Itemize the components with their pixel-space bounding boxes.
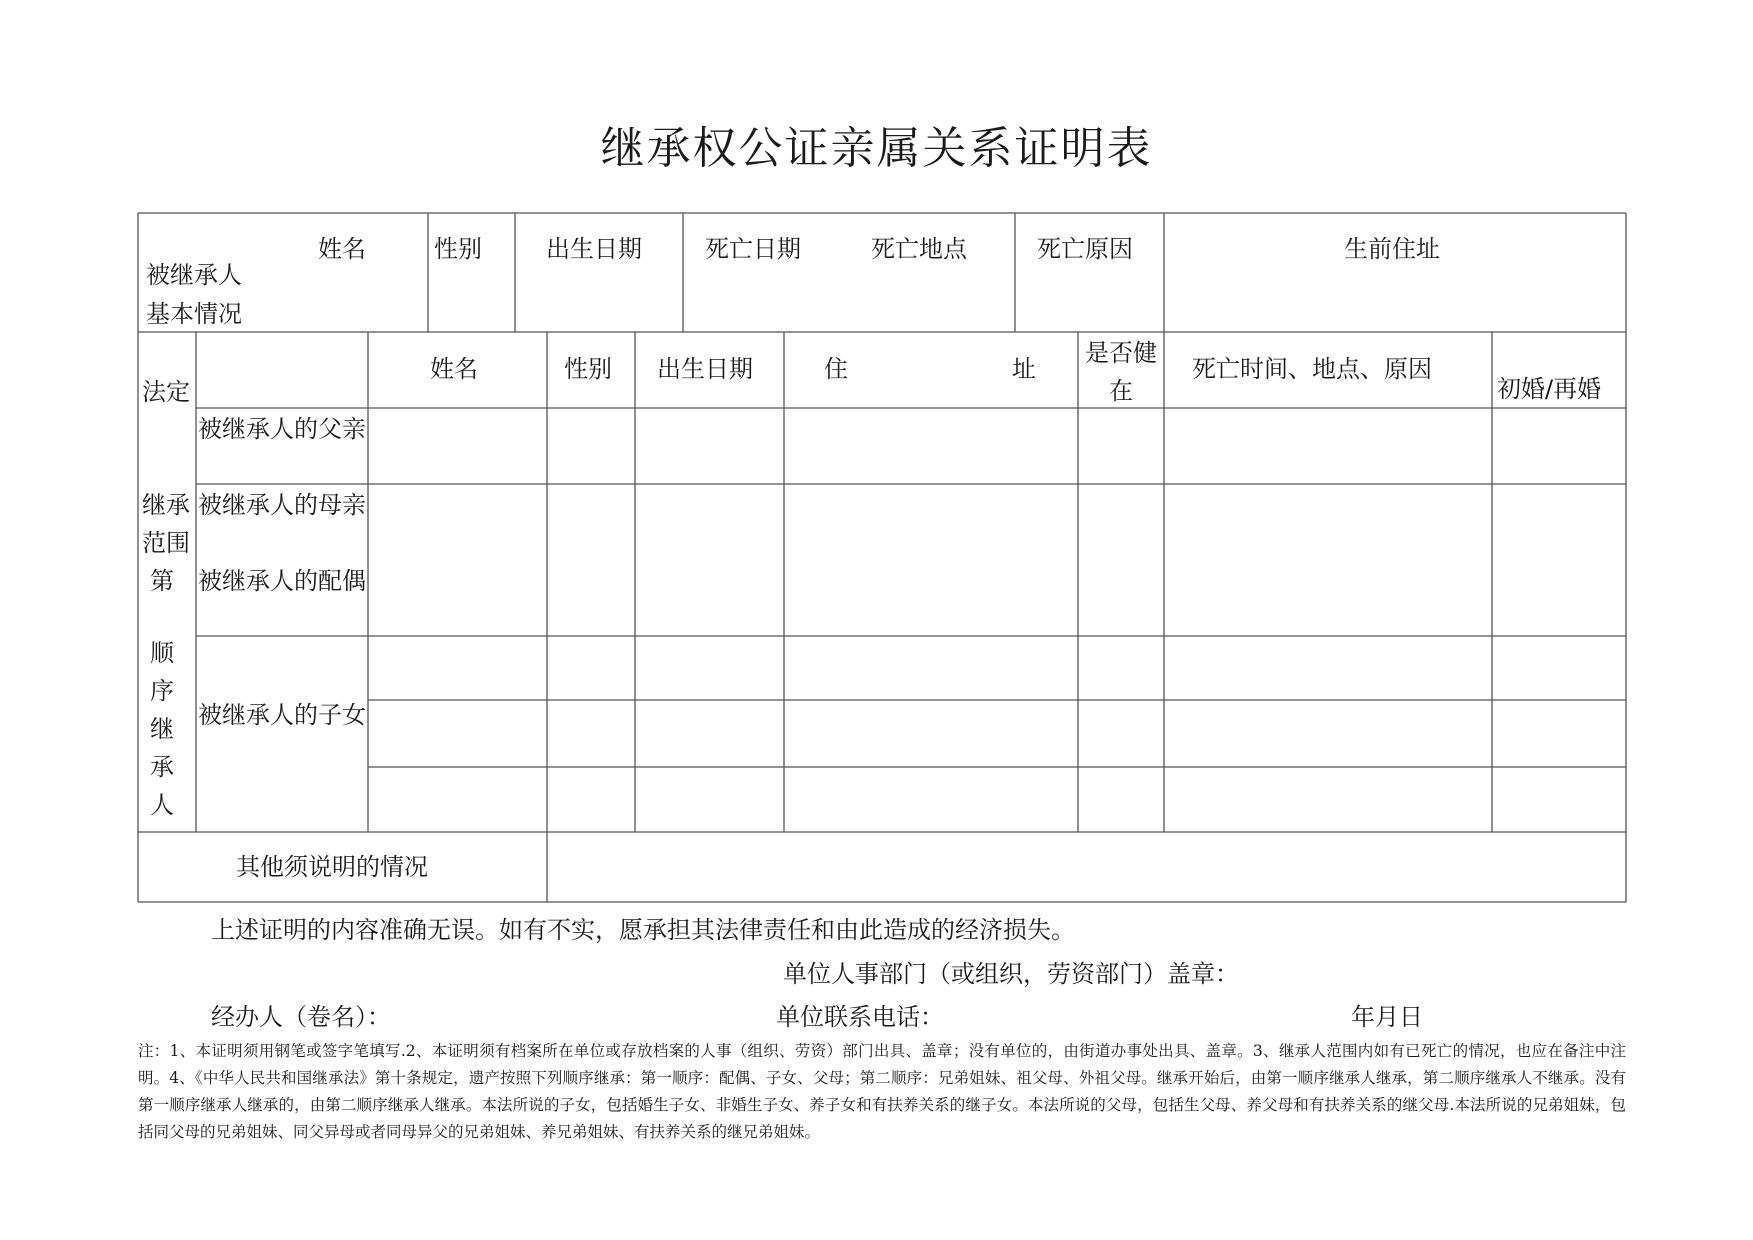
heirs-side-label-inherit: 继承 — [142, 491, 190, 519]
other-situations-label: 其他须说明的情况 — [236, 853, 428, 881]
date-label: 年月日 — [1351, 1003, 1423, 1031]
heir-address-header-right: 址 — [1012, 355, 1036, 383]
heir-marriage-header: 初婚/再婚 — [1497, 375, 1602, 403]
declaration-text: 上述证明的内容准确无误。如有不实，愿承担其法律责任和由此造成的经济损失。 — [211, 916, 1075, 944]
deceased-birth-date-header: 出生日期 — [546, 235, 642, 263]
heirs-side-label-ren: 人 — [150, 791, 174, 819]
heirs-side-label-di: 第 — [150, 567, 174, 595]
relation-children-label: 被继承人的子女 — [198, 701, 366, 729]
deceased-section-label-line2: 基本情况 — [146, 300, 242, 328]
relation-father-label: 被继承人的父亲 — [198, 415, 366, 443]
handler-label: 经办人（卷名）： — [211, 1003, 391, 1031]
footnote: 注：1、本证明须用钢笔或签字笔填写.2、本证明须有档案所在单位或存放档案的人事（组织、劳资）部门出具、盖章；没有单位的，由街道办事处出具、盖章。3、继承人范围内如有已死亡的情况，也应在备注中注明。4、《中华人民共和国继承法》第十条规定，遗产按照下列顺序继承：第一顺序：配偶、子女、父母；第二顺序：兄弟姐妹、祖父母、外祖父母。继承开始后，由第一顺序继承人继承，第二顺序继承人不继承。没有第一顺序继承人继承的，由第二顺序继承人继承。本法所说的子女，包括婚生子女、非婚生子女、养子女和有扶养关系的继子女。本法所说的父母，包括生父母、养父母和有扶养关系的继父母.本法所说的兄弟姐妹，包括同父母的兄弟姐妹、同父异母或者同母异父的兄弟姐妹、养兄弟姐妹、有扶养关系的继兄弟姐妹。 — [138, 1042, 1626, 1141]
deceased-death-cause-header: 死亡原因 — [1037, 235, 1133, 263]
heirs-side-label-cheng: 承 — [150, 753, 174, 781]
phone-label: 单位联系电话： — [776, 1003, 944, 1031]
heirs-side-label-scope: 范围 — [142, 529, 190, 557]
heirs-side-label-xu: 序 — [150, 677, 174, 705]
deceased-death-date-header: 死亡日期 — [705, 235, 801, 263]
deceased-gender-header: 性别 — [434, 235, 482, 263]
page-title: 继承权公证亲属关系证明表 — [600, 123, 1153, 174]
heir-birth-date-header: 出生日期 — [657, 355, 753, 383]
deceased-death-place-header: 死亡地点 — [871, 235, 967, 263]
heirs-side-label-shun: 顺 — [150, 639, 174, 667]
heir-gender-header: 性别 — [564, 355, 612, 383]
heirs-side-label-ji: 继 — [150, 715, 174, 743]
deceased-section-label-line1: 被继承人 — [146, 261, 242, 289]
relation-spouse-label: 被继承人的配偶 — [198, 567, 366, 595]
heir-alive-header: 是否健在 — [1085, 339, 1157, 405]
heirs-side-label-legal: 法定 — [142, 378, 190, 406]
heir-address-header-left: 住 — [824, 355, 848, 383]
seal-line: 单位人事部门（或组织，劳资部门）盖章： — [783, 960, 1239, 988]
heir-death-info-header: 死亡时间、地点、原因 — [1192, 355, 1432, 383]
deceased-name-header: 姓名 — [318, 235, 366, 263]
relation-mother-label: 被继承人的母亲 — [198, 491, 366, 519]
heir-name-header: 姓名 — [430, 355, 478, 383]
deceased-address-header: 生前住址 — [1344, 235, 1440, 263]
